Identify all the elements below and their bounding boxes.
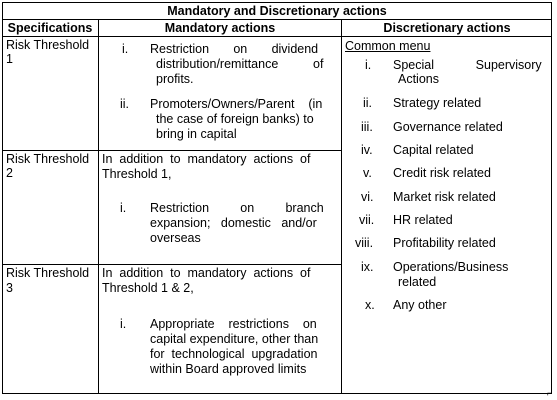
discretionary-item-3-label: Governance related [393,120,503,134]
spec-threshold-1-label: Risk Threshold [6,38,90,52]
discretionary-item-6-label: Market risk related [393,190,496,204]
discretionary-item-5-label: Credit risk related [393,166,491,180]
header-mandatory: Mandatory actions [164,21,276,35]
col-divider-mandatory [341,19,342,394]
discretionary-item-9-line-1: Operations/Business [393,260,509,274]
common-menu-heading: Common menu [345,39,431,53]
discretionary-item-1-line-2: Actions [398,72,439,86]
mandatory-2-item-1-number: i. [120,201,127,215]
discretionary-item-2-number: ii. [363,96,373,110]
rule-under-threshold-1 [2,150,341,151]
spec-threshold-3-number: 3 [6,281,13,295]
rule-under-threshold-2 [2,264,341,265]
spec-threshold-1-number: 1 [6,52,13,66]
mandatory-3-intro-line-1: In addition to mandatory actions of [102,266,311,280]
table-title: Mandatory and Discretionary actions [167,4,387,18]
mandatory-2-item-1-line-3: overseas [150,231,201,245]
mandatory-1-item-2-line-3: bring in capital [156,127,237,141]
mandatory-3-item-1-line-2: capital expenditure, other than [150,332,319,346]
mandatory-2-item-1-line-2: expansion; domestic and/or [150,216,317,230]
mandatory-3-item-1-line-1: Appropriate restrictions on [150,317,317,331]
mandatory-3-intro-line-2: Threshold 1 & 2, [102,281,194,295]
spec-threshold-2-number: 2 [6,166,13,180]
discretionary-item-9-line-2: related [398,275,437,289]
spec-threshold-2-label: Risk Threshold [6,152,90,166]
discretionary-item-1-line-1: Special Supervisory [393,58,542,72]
mandatory-1-item-1-number: i. [122,42,129,56]
mandatory-3-item-1-line-3: for technological upgradation [150,347,318,361]
mandatory-1-item-2-line-2: the case of foreign banks) to [156,112,314,126]
discretionary-item-7-number: vii. [359,213,375,227]
header-discretionary: Discretionary actions [383,21,511,35]
discretionary-item-3-number: iii. [361,120,373,134]
rule-under-title [2,19,552,20]
discretionary-item-4-label: Capital related [393,143,474,157]
discretionary-item-2-label: Strategy related [393,96,482,110]
spec-threshold-3-label: Risk Threshold [6,266,90,280]
header-specifications: Specifications [7,21,93,35]
corner-mark: ⌐ [547,388,553,398]
mandatory-2-item-1-line-1: Restriction on branch [150,201,324,215]
mandatory-2-intro-line-1: In addition to mandatory actions of [102,152,311,166]
mandatory-1-item-2-number: ii. [120,97,130,111]
mandatory-1-item-1-line-3: profits. [156,72,194,86]
discretionary-item-6-number: vi. [361,190,374,204]
mandatory-2-intro-line-2: Threshold 1, [102,167,172,181]
mandatory-1-item-1-line-2: distribution/remittance of [156,57,324,71]
mandatory-1-item-2-line-1: Promoters/Owners/Parent (in [150,97,323,111]
discretionary-item-5-number: v. [363,166,372,180]
discretionary-item-7-label: HR related [393,213,453,227]
mandatory-3-item-1-line-4: within Board approved limits [150,362,307,376]
mandatory-1-item-1-line-1: Restriction on dividend [150,42,319,56]
mandatory-3-item-1-number: i. [120,317,127,331]
discretionary-item-1-number: i. [365,58,372,72]
discretionary-item-4-number: iv. [361,143,373,157]
discretionary-item-10-label: Any other [393,298,447,312]
rule-under-headers [2,36,552,37]
discretionary-item-10-number: x. [365,298,375,312]
discretionary-item-9-number: ix. [361,260,374,274]
discretionary-item-8-number: viii. [355,236,374,250]
discretionary-item-8-label: Profitability related [393,236,496,250]
col-divider-spec [98,19,99,394]
